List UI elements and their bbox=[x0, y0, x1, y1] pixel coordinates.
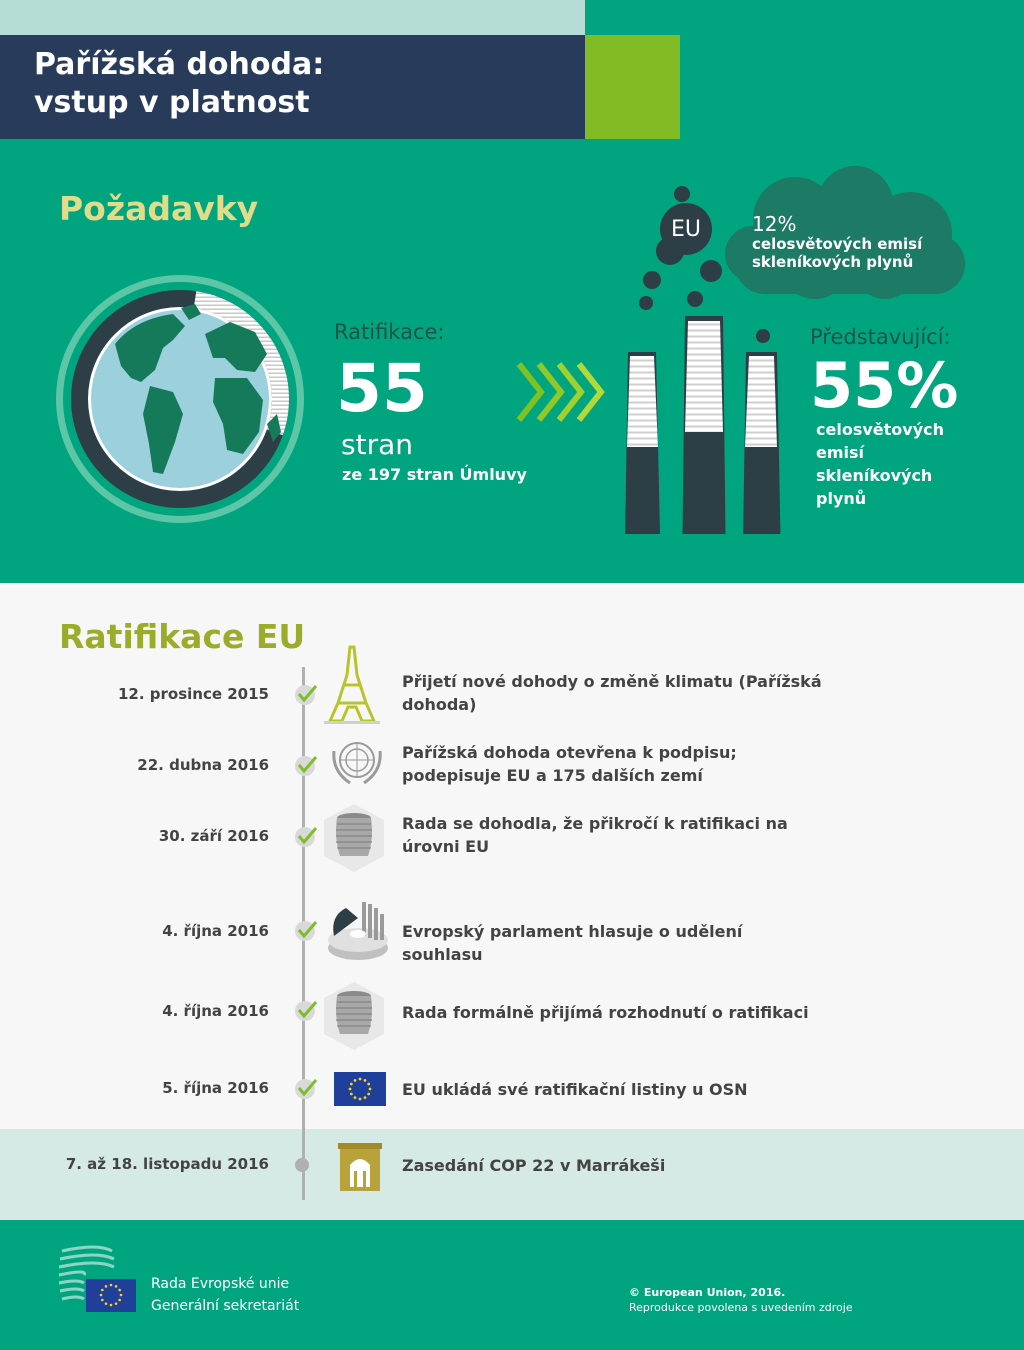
copyright-text: © European Union, 2016. bbox=[629, 1286, 786, 1299]
eu-star bbox=[118, 1299, 121, 1302]
timeline-text: Přijetí nové dohody o změně klimatu (Pařížská dohoda) bbox=[402, 672, 822, 714]
eu-star bbox=[369, 1088, 372, 1091]
parliament-hemicycle-icon bbox=[326, 896, 390, 964]
ratification-label: Ratifikace: bbox=[334, 320, 445, 344]
timeline-date: 12. prosince 2015 bbox=[117, 685, 269, 703]
council-building-icon bbox=[322, 802, 386, 874]
eu-star bbox=[354, 1079, 357, 1082]
eu-star bbox=[359, 1098, 362, 1101]
check-icon bbox=[294, 753, 318, 777]
check-icon bbox=[294, 682, 318, 706]
eu-badge: EU bbox=[660, 203, 712, 255]
check-icon bbox=[294, 824, 318, 848]
representing-line3: skleníkových bbox=[816, 466, 933, 485]
timeline-date: 5. října 2016 bbox=[162, 1079, 269, 1097]
eu-star bbox=[101, 1289, 104, 1292]
eu-star bbox=[120, 1294, 123, 1297]
representing-line1: celosvětových bbox=[816, 420, 944, 439]
eu-share-line1: celosvětových emisí bbox=[752, 235, 923, 253]
timeline-date: 7. až 18. listopadu 2016 bbox=[65, 1155, 269, 1173]
eu-star bbox=[115, 1302, 118, 1305]
eu-star bbox=[354, 1096, 357, 1099]
timeline-text: EU ukládá své ratifikační listiny u OSN bbox=[402, 1080, 748, 1099]
eu-star bbox=[100, 1294, 103, 1297]
timeline-text: Zasedání COP 22 v Marrákeši bbox=[402, 1156, 666, 1175]
eu-star bbox=[359, 1078, 362, 1081]
eu-star bbox=[367, 1093, 370, 1096]
un-emblem-icon bbox=[328, 737, 386, 787]
timeline-date: 4. října 2016 bbox=[162, 1002, 269, 1020]
eu-star bbox=[105, 1285, 108, 1288]
eu-star bbox=[115, 1285, 118, 1288]
eu-share-percent: 12% bbox=[752, 212, 797, 236]
representing-line2: emisí bbox=[816, 443, 865, 462]
timeline-text: Rada se dohodla, že přikročí k ratifikaci na úrovni EU bbox=[402, 814, 788, 856]
timeline-text: Rada formálně přijímá rozhodnutí o ratifikaci bbox=[402, 1003, 809, 1022]
marrakesh-building-icon bbox=[338, 1141, 382, 1191]
page-title-box bbox=[0, 35, 585, 139]
eu-star bbox=[367, 1083, 370, 1086]
ratification-value: 55 bbox=[336, 350, 428, 427]
eu-star bbox=[101, 1299, 104, 1302]
reproduction-text: Reprodukce povolena s uvedením zdroje bbox=[629, 1301, 853, 1314]
representing-line4: plynů bbox=[816, 489, 867, 508]
timeline-date: 4. října 2016 bbox=[162, 922, 269, 940]
timeline-text: Evropský parlament hlasuje o udělení souhlasu bbox=[402, 922, 743, 964]
requirements-heading: Požadavky bbox=[59, 189, 259, 228]
eu-star bbox=[110, 1284, 113, 1287]
timeline-text: Pařížská dohoda otevřena k podpisu; podepisuje EU a 175 dalších zemí bbox=[402, 743, 737, 785]
org-line1: Rada Evropské unie bbox=[151, 1276, 290, 1292]
timeline-heading: Ratifikace EU bbox=[59, 617, 306, 656]
eu-star bbox=[118, 1289, 121, 1292]
eu-flag-icon bbox=[334, 1072, 386, 1106]
check-icon bbox=[294, 918, 318, 942]
representing-text bbox=[816, 418, 944, 510]
page-title-line2: vstup v platnost bbox=[34, 85, 310, 120]
chevron-arrows-icon bbox=[515, 360, 607, 424]
eu-star bbox=[364, 1096, 367, 1099]
page-title-line1: Pařížská dohoda: bbox=[34, 47, 325, 82]
eu-star bbox=[350, 1083, 353, 1086]
timeline-date: 30. září 2016 bbox=[158, 827, 269, 845]
representing-value: 55% bbox=[810, 349, 959, 422]
timeline-date: 22. dubna 2016 bbox=[137, 756, 269, 774]
footer bbox=[0, 1220, 1024, 1350]
org-line2: Generální sekretariát bbox=[151, 1298, 300, 1314]
timeline-dot-icon bbox=[294, 1157, 310, 1173]
title-right-block bbox=[680, 35, 1024, 139]
eu-star bbox=[349, 1088, 352, 1091]
check-icon bbox=[294, 998, 318, 1022]
council-building-icon bbox=[322, 980, 386, 1052]
ratification-unit: stran bbox=[341, 428, 413, 461]
eiffel-tower-icon bbox=[322, 645, 382, 725]
title-accent-block bbox=[585, 35, 680, 139]
council-logo-icon bbox=[58, 1245, 138, 1313]
eu-star bbox=[364, 1079, 367, 1082]
header-top-strip bbox=[0, 0, 585, 35]
globe-icon bbox=[55, 274, 305, 524]
representing-label: Představující: bbox=[810, 325, 951, 349]
header-top-strip-right bbox=[585, 0, 1024, 35]
eu-star bbox=[105, 1302, 108, 1305]
eu-star bbox=[350, 1093, 353, 1096]
check-icon bbox=[294, 1076, 318, 1100]
requirements-section bbox=[0, 139, 1024, 583]
eu-share-line2: skleníkových plynů bbox=[752, 253, 914, 271]
eu-star bbox=[110, 1304, 113, 1307]
ratification-subtext: ze 197 stran Úmluvy bbox=[342, 465, 527, 484]
